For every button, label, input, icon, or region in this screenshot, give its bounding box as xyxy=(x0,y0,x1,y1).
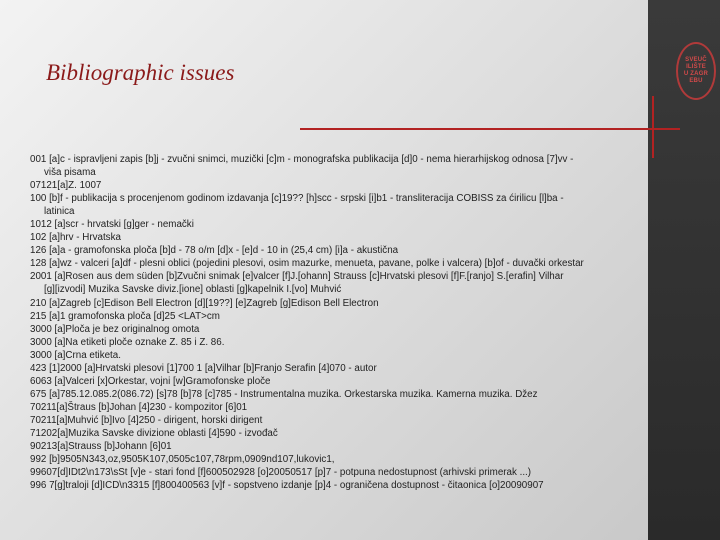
record-line: 3000 [a]Ploča je bez originalnog omota xyxy=(30,323,200,335)
record-line: 70211[a]Muhvić [b]Ivo [4]250 - dirigent, horski dirigent xyxy=(30,414,263,426)
logo-line: SVEUČ xyxy=(685,57,707,63)
record-line: 71202[a]Muzika Savske divizione oblasti [4]590 - izvođač xyxy=(30,427,278,439)
record-line: 675 [a]785.12.085.2(086.72) [s]78 [b]78 [c]785 - Instrumentalna muzika. Orkestarska muzika. Kamerna muzika. Džez xyxy=(30,388,538,400)
record-line: 100 [b]f - publikacija s procenjenom godinom izdavanja [c]19?? [h]scc - srpski [i]b1 - transliteracija COBISS za ćirilicu [l]ba - xyxy=(30,193,564,205)
horizontal-divider xyxy=(300,128,680,130)
record-line: viša pisama xyxy=(44,167,96,179)
record-line: 3000 [a]Na etiketi ploče oznake Z. 85 i Z. 86. xyxy=(30,336,225,348)
record-line: 1012 [a]scr - hrvatski [g]ger - nemački xyxy=(30,219,194,231)
record-line: 07121[a]Z. 1007 xyxy=(30,180,102,192)
record-line: 992 [b]9505N343,oz,9505K107,0505c107,78rpm,0909nd107,lukovic1, xyxy=(30,454,335,466)
record-line: 996 7[g]traloji [d]ICD\n3315 [f]800400563 [v]f - sopstveno izdanje [p]4 - ograničena dostupnost - čitaonica [o]20090907 xyxy=(30,480,544,492)
vertical-divider xyxy=(652,96,654,158)
record-line: 001 [a]c - ispravljeni zapis [b]j - zvučni snimci, muzički [c]m - monografska publikacija [d]0 - nema hierarhijskog odnosa [7]vv - xyxy=(30,154,574,165)
logo-line: ILIŠTE xyxy=(686,64,706,70)
university-seal-icon xyxy=(676,42,716,100)
record-line: 99607[d]IDt2\n173\sSt [v]e - stari fond [f]600502928 [o]20050517 [p]7 - potpuna nedostupnost (arhivski primerak ...) xyxy=(30,467,532,479)
record-line: 126 [a]a - gramofonska ploča [b]d - 78 o/m [d]x - [e]d - 10 in (25,4 cm) [i]a - akustična xyxy=(30,245,399,257)
record-line: 102 [a]hrv - Hrvatska xyxy=(30,232,121,244)
record-line: 70211[a]Štraus [b]Johan [4]230 - kompozitor [6]01 xyxy=(30,401,248,413)
record-line: 423 [1]2000 [a]Hrvatski plesovi [1]700 1 [a]Vilhar [b]Franjo Serafin [4]070 - autor xyxy=(30,362,377,374)
record-line: 90213[a]Strauss [b]Johann [6]01 xyxy=(30,441,172,453)
marc-record xyxy=(30,153,622,492)
record-line: 6063 [a]Valceri [x]Orkestar, vojni [w]Gramofonske ploče xyxy=(30,375,271,387)
logo-line: U ZAGR xyxy=(683,71,709,77)
record-line: 215 [a]1 gramofonska ploča [d]25 <LAT>cm xyxy=(30,310,220,322)
record-line: [g][izvodi] Muzika Savske diviz.[ione] oblasti [g]kapelnik I.[vo] Muhvić xyxy=(44,284,342,296)
record-line: 2001 [a]Rosen aus dem süden [b]Zvučni snimak [e]valcer [f]J.[ohann] Strauss [c]Hrvatski plesovi [f]F.[ranjo] S.[erafin] Vilhar xyxy=(30,271,564,283)
record-line: latinica xyxy=(44,206,75,218)
record-line: 210 [a]Zagreb [c]Edison Bell Electron [d][19??] [e]Zagreb [g]Edison Bell Electron xyxy=(30,297,379,309)
slide-title: Bibliographic issues xyxy=(46,60,235,85)
logo-line: EBU xyxy=(689,78,703,84)
record-line: 128 [a]wz - valceri [a]df - plesni oblici (pojedini plesovi, osim mazurke, menueta, pavane, polke i valcera) [b]of - duvački orkestar xyxy=(30,258,584,270)
record-line: 3000 [a]Crna etiketa. xyxy=(30,349,121,361)
